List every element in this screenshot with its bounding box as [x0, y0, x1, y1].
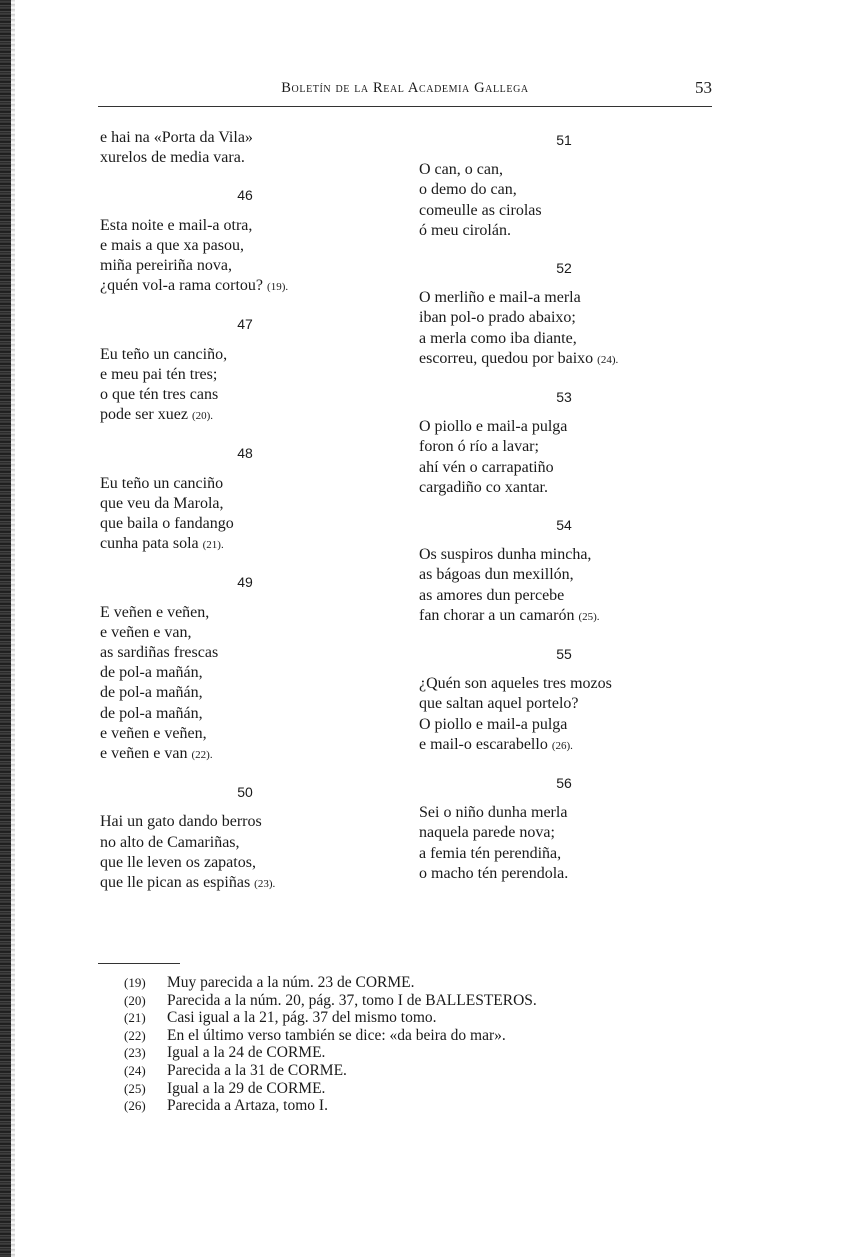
stanza-number: 49	[237, 574, 253, 591]
stanza-number: 55	[556, 646, 572, 663]
running-header	[98, 80, 712, 107]
verse-line	[100, 514, 420, 534]
verse-text: ¿quén vol-a rama cortou?	[100, 277, 264, 295]
verse-text: Os suspiros dunha mincha,	[419, 546, 592, 564]
verse-line	[100, 663, 420, 683]
verse-text: e hai na «Porta da Vila»	[100, 129, 253, 146]
verse-text: cargadiño co xantar.	[419, 478, 548, 496]
verse-line	[100, 812, 420, 832]
verse-line	[100, 128, 420, 148]
verse-text: de pol-a mañán,	[100, 684, 203, 702]
verse-text: O can, o can,	[419, 161, 503, 179]
verse-text: ó meu cirolán.	[419, 221, 511, 239]
verse-line	[100, 474, 420, 494]
verse-line	[419, 715, 739, 735]
verse-line	[419, 864, 739, 884]
verse-text: ¿Quén son aqueles tres mozos	[419, 675, 612, 693]
verse-line	[100, 405, 420, 426]
stanza	[100, 443, 420, 555]
verse-text: que veu da Marola,	[100, 494, 224, 512]
verse-line	[100, 623, 420, 643]
footnote-rule	[98, 963, 180, 964]
verse-line	[419, 735, 739, 756]
footnotes	[124, 974, 537, 1115]
verse-line	[419, 308, 739, 328]
verse-line	[100, 873, 420, 894]
verse-text: E veñen e veñen,	[100, 603, 210, 621]
verse-line	[100, 236, 420, 256]
verse-text: fan chorar a un camarón	[419, 606, 575, 624]
left-column	[100, 128, 420, 911]
verse-line	[100, 704, 420, 724]
stanza-number: 50	[237, 784, 253, 801]
verse-line	[100, 534, 420, 555]
verse-line	[419, 803, 739, 823]
verse-text: xurelos de media vara.	[100, 149, 245, 167]
footnote	[124, 974, 537, 992]
verse-line	[419, 160, 739, 180]
footnote	[124, 992, 537, 1010]
stanza-number: 51	[556, 132, 572, 148]
verse-line	[419, 478, 739, 498]
footnote-text: Parecida a Artaza, tomo I.	[167, 1097, 328, 1115]
stanza	[100, 572, 420, 765]
verse-text: de pol-a mañán,	[100, 664, 203, 682]
footnote-mark: (25)	[124, 1080, 146, 1096]
verse-text: o que tén tres cans	[100, 386, 219, 404]
footnote-mark: (20)	[124, 992, 146, 1008]
footnote-reference[interactable]: (23).	[254, 878, 276, 891]
verse-text: miña pereiriña nova,	[100, 257, 232, 275]
footnote-text: Igual a la 29 de CORME.	[167, 1079, 326, 1097]
footnote-text: Casi igual a la 21, pág. 37 del mismo tomo.	[167, 1009, 437, 1027]
footnote	[124, 1097, 537, 1115]
verse-line	[419, 844, 739, 864]
verse-text: O merliño e mail-a merla	[419, 289, 581, 307]
stanza-number: 48	[237, 445, 253, 462]
stanza-number: 53	[556, 389, 572, 406]
footnote-mark: (21)	[124, 1010, 146, 1026]
verse-line	[419, 221, 739, 241]
verse-line	[100, 744, 420, 765]
footnote-text: Igual a la 24 de CORME.	[167, 1044, 326, 1062]
verse-text: Sei o niño dunha merla	[419, 804, 568, 822]
footnote-text: En el último verso también se dice: «da beira do mar».	[167, 1026, 506, 1044]
verse-line	[100, 365, 420, 385]
footnote-mark: (26)	[124, 1098, 146, 1114]
page-number: 53	[695, 78, 712, 97]
verse-line	[419, 417, 739, 437]
verse-text: e veñen e veñen,	[100, 724, 207, 742]
verse-line	[419, 349, 739, 370]
verse-text: naquela parede nova;	[419, 824, 555, 842]
stanza	[100, 782, 420, 894]
stanza	[419, 644, 739, 756]
verse-line	[100, 724, 420, 744]
verse-line	[419, 565, 739, 585]
verse-text: as sardiñas frescas	[100, 644, 219, 662]
footnote-reference[interactable]: (19).	[267, 281, 289, 294]
verse-line	[100, 833, 420, 853]
verse-line	[100, 385, 420, 405]
stanza-number: 56	[556, 775, 572, 792]
verse-line	[419, 201, 739, 221]
verse-text: Esta noite e mail-a otra,	[100, 216, 253, 234]
stanza-number: 47	[237, 316, 253, 333]
footnote-mark: (19)	[124, 975, 146, 990]
verse-text: comeulle as cirolas	[419, 201, 542, 219]
verse-text: a merla como iba diante,	[419, 329, 577, 347]
verse-line	[419, 823, 739, 843]
verse-text: Eu teño un canciño	[100, 474, 224, 492]
verse-text: no alto de Camariñas,	[100, 833, 240, 851]
stanza	[100, 185, 420, 297]
verse-text: e meu pai tén tres;	[100, 365, 218, 383]
verse-line	[100, 683, 420, 703]
verse-line	[100, 643, 420, 663]
verse-text: que lle leven os zapatos,	[100, 853, 256, 871]
verse-line	[419, 606, 739, 627]
verse-text: Eu teño un canciño,	[100, 345, 228, 363]
footnote-reference[interactable]: (20).	[191, 410, 214, 423]
footnote-mark: (22)	[124, 1027, 146, 1043]
footnote	[124, 1080, 537, 1098]
verse-line	[100, 345, 420, 365]
verse-text: que saltan aquel portelo?	[419, 695, 579, 713]
verse-text: e veñen e van,	[100, 623, 192, 641]
verse-text: o macho tén perendola.	[419, 864, 569, 882]
verse-line	[100, 256, 420, 276]
verse-line	[419, 586, 739, 606]
verse-line	[100, 216, 420, 236]
footnote-text: Parecida a la núm. 20, pág. 37, tomo I de BALLESTEROS.	[167, 991, 537, 1009]
footnote-text: Parecida a la 31 de CORME.	[167, 1061, 347, 1079]
footnote-reference[interactable]: (21).	[202, 539, 224, 552]
verse-line	[419, 288, 739, 308]
footnote-reference[interactable]: (26).	[551, 739, 573, 752]
verse-line	[419, 674, 739, 694]
stanza	[419, 130, 739, 241]
verse-text: pode ser xuez	[100, 406, 188, 424]
right-column	[419, 128, 739, 901]
verse-text: cunha pata sola	[100, 535, 199, 553]
journal-title: Boletín de la Real Academia Gallega	[281, 80, 529, 96]
verse-text: que lle pican as espiñas	[100, 874, 251, 892]
verse-text: O piollo e mail-a pulga	[419, 715, 568, 733]
verse-line	[100, 853, 420, 873]
stanza	[100, 128, 420, 168]
footnote	[124, 1009, 537, 1027]
stanza-number: 54	[556, 517, 572, 534]
verse-line	[100, 276, 420, 297]
stanza	[419, 387, 739, 498]
verse-text: O piollo e mail-a pulga	[419, 418, 568, 436]
book-binding-edge	[0, 0, 11, 1257]
footnote-text: Muy parecida a la núm. 23 de CORME.	[167, 974, 415, 991]
verse-text: e mail-o escarabello	[419, 735, 548, 753]
verse-text: e mais a que xa pasou,	[100, 236, 244, 254]
verse-line	[419, 329, 739, 349]
stanza	[100, 314, 420, 426]
verse-line	[419, 694, 739, 714]
verse-text: a femia tén perendiña,	[419, 844, 562, 862]
verse-text: as bágoas dun mexillón,	[419, 566, 574, 584]
verse-text: e veñen e van	[100, 745, 188, 763]
verse-text: as amores dun percebe	[419, 586, 565, 604]
verse-line	[419, 437, 739, 457]
verse-text: o demo do can,	[419, 181, 517, 199]
verse-text: foron ó río a lavar;	[419, 438, 539, 456]
footnote-reference[interactable]: (24).	[597, 353, 619, 366]
footnote-mark: (24)	[124, 1062, 146, 1078]
verse-line	[100, 603, 420, 623]
verse-line	[100, 148, 420, 168]
verse-line	[419, 545, 739, 565]
stanza-number: 46	[237, 187, 253, 204]
stanza	[419, 773, 739, 884]
verse-line	[419, 180, 739, 200]
verse-text: que baila o fandango	[100, 515, 234, 533]
verse-line	[419, 458, 739, 478]
footnote-mark: (23)	[124, 1045, 146, 1061]
verse-text: iban pol-o prado abaixo;	[419, 309, 576, 327]
verse-text: de pol-a mañán,	[100, 704, 203, 722]
stanza	[419, 258, 739, 370]
verse-text: Hai un gato dando berros	[100, 813, 262, 831]
footnote	[124, 1044, 537, 1062]
verse-text: ahí vén o carrapatiño	[419, 458, 554, 476]
footnote-reference[interactable]: (25).	[578, 610, 600, 623]
footnote	[124, 1027, 537, 1045]
verse-line	[100, 494, 420, 514]
stanza	[419, 515, 739, 627]
footnote-reference[interactable]: (22).	[191, 749, 213, 762]
verse-text: escorreu, quedou por baixo	[419, 349, 594, 367]
footnote	[124, 1062, 537, 1080]
stanza-number: 52	[556, 260, 572, 277]
